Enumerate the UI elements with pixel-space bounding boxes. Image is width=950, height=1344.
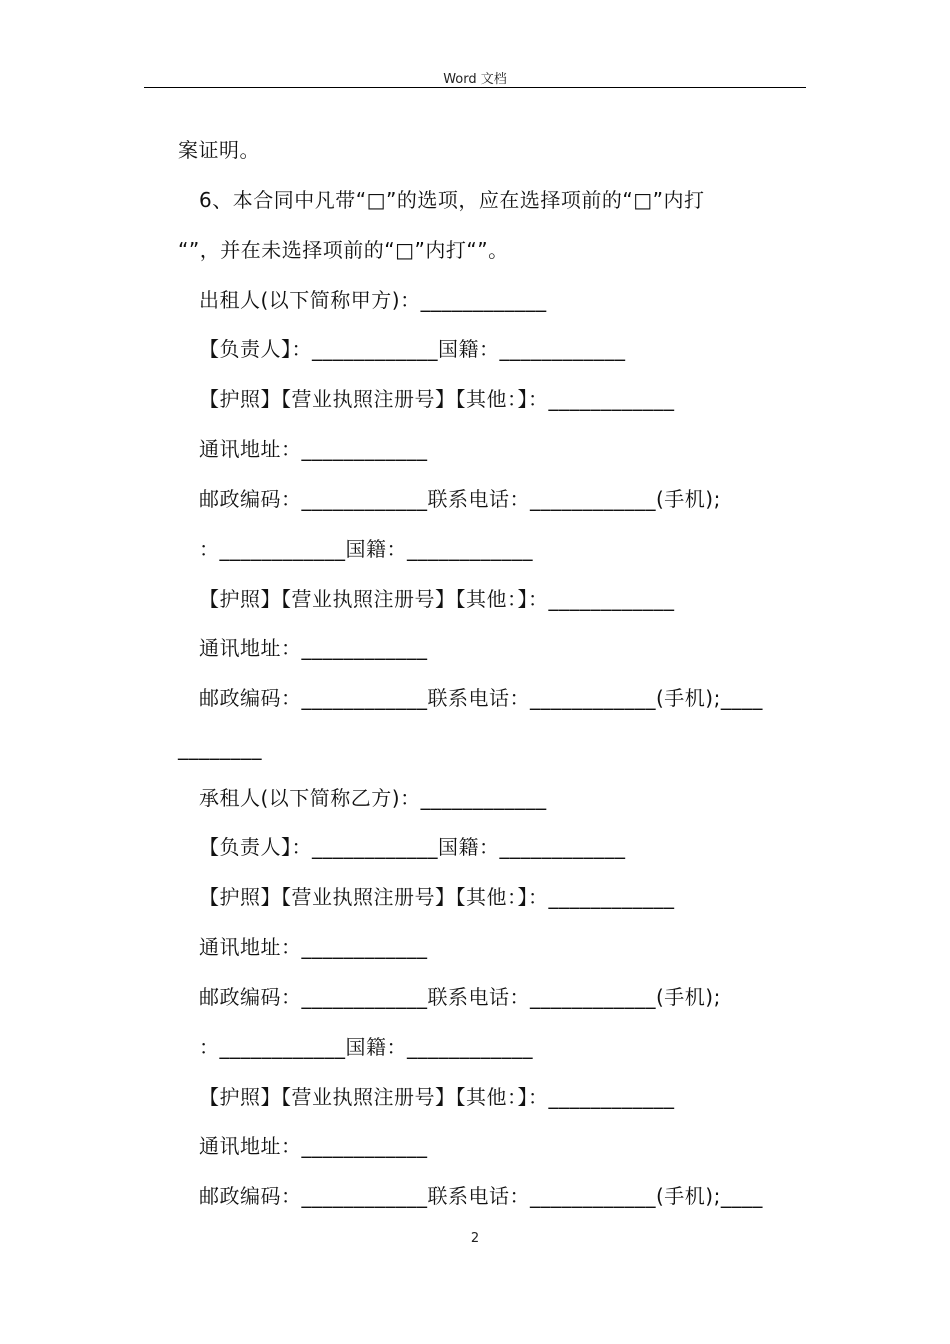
text-line: ：____________国籍：____________	[199, 1035, 533, 1059]
text-line: 【负责人】：____________国籍：____________	[199, 835, 626, 859]
header-divider	[144, 87, 806, 88]
text-line: 邮政编码：____________联系电话：____________(手机);____	[199, 686, 763, 710]
text-line: ：____________国籍：____________	[199, 537, 533, 561]
text-line: 出租人(以下简称甲方)：____________	[199, 288, 547, 312]
text-line: 邮政编码：____________联系电话：____________(手机);	[199, 985, 721, 1009]
text-line: 邮政编码：____________联系电话：____________(手机);	[199, 487, 721, 511]
text-line: 通讯地址：____________	[199, 636, 428, 660]
text-line: 案证明。	[178, 138, 260, 162]
text-line: 【护照】【营业执照注册号】【其他：】：____________	[199, 387, 675, 411]
text-line: ________	[178, 736, 262, 760]
text-line: 通讯地址：____________	[199, 437, 428, 461]
page-header-title: Word 文档	[443, 72, 507, 87]
text-line: “”，并在未选择项前的“□”内打“”。	[178, 238, 509, 262]
text-line: 邮政编码：____________联系电话：____________(手机);____	[199, 1184, 763, 1208]
text-line: 承租人(以下简称乙方)：____________	[199, 786, 547, 810]
text-line: 【护照】【营业执照注册号】【其他：】：____________	[199, 885, 675, 909]
text-line: 通讯地址：____________	[199, 935, 428, 959]
text-line: 【护照】【营业执照注册号】【其他：】：____________	[199, 1085, 675, 1109]
text-line: 【护照】【营业执照注册号】【其他：】：____________	[199, 587, 675, 611]
text-line: 【负责人】：____________国籍：____________	[199, 337, 626, 361]
text-line: 6、本合同中凡带“□”的选项，应在选择项前的“□”内打	[199, 188, 705, 212]
text-line: 通讯地址：____________	[199, 1134, 428, 1158]
page-number: 2	[470, 1231, 480, 1246]
